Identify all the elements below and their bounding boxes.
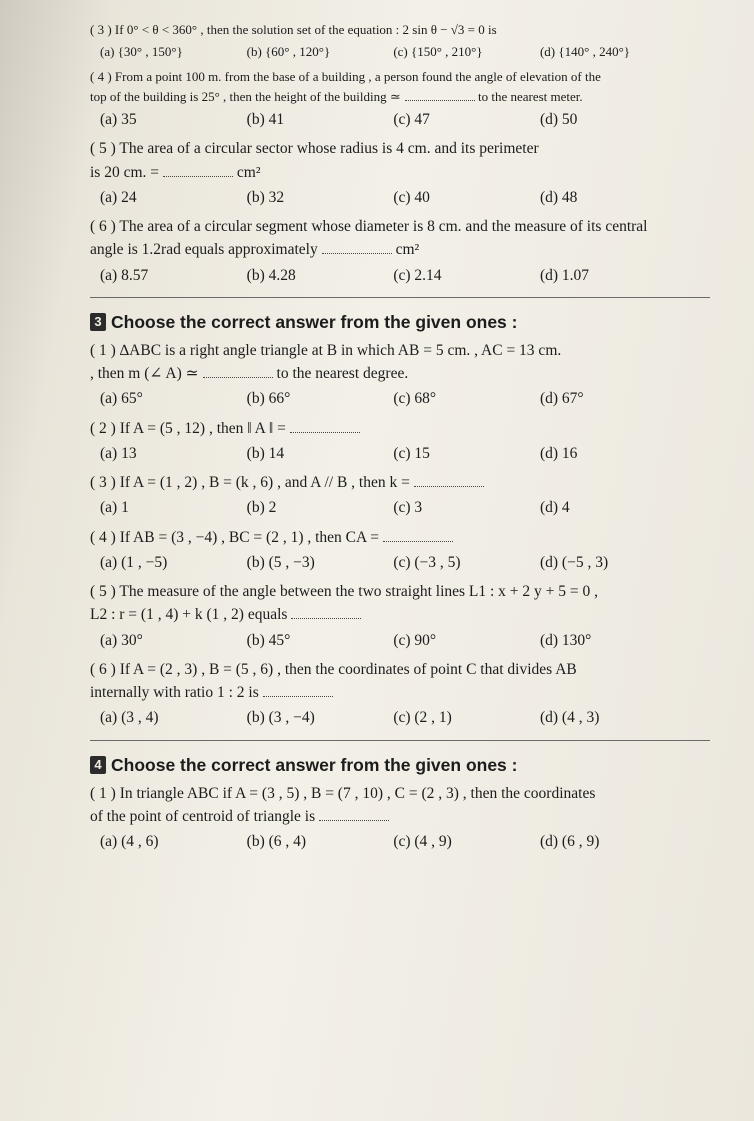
options-row — [100, 830, 660, 853]
option-a[interactable]: (a) 65° — [100, 390, 143, 408]
options-row — [100, 108, 660, 131]
option-a[interactable]: (a) 35 — [100, 111, 137, 128]
option-d[interactable]: (d) 4 — [539, 499, 570, 517]
question-segment-area — [90, 215, 730, 287]
options-row — [100, 186, 660, 209]
answer-blank[interactable] — [290, 432, 360, 433]
option-a[interactable]: (a) 8.57 — [100, 266, 149, 284]
section-4-heading — [90, 755, 730, 776]
question-text: ( 6 ) If A = (2 , 3) , B = (5 , 6) , then the coordinates of point C that divides AB — [90, 660, 577, 678]
option-b[interactable]: (b) (3 , −4) — [246, 709, 315, 727]
answer-blank[interactable] — [203, 377, 273, 378]
question-divide-segment — [90, 658, 730, 730]
question-text: ( 3 ) If 0° < θ < 360° , then the solution set of the equation : 2 sin θ − √3 = 0 is — [90, 22, 497, 37]
option-b[interactable]: (b) 41 — [246, 111, 285, 128]
option-d[interactable]: (d) (4 , 3) — [539, 709, 600, 727]
question-text: ( 4 ) From a point 100 m. from the base of a building , a person found the angle of elevation of the — [90, 69, 601, 84]
question-centroid — [90, 782, 730, 854]
option-d[interactable]: (d) 50 — [539, 111, 578, 128]
option-a[interactable]: (a) {30° , 150°} — [100, 43, 183, 59]
option-b[interactable]: (b) 4.28 — [246, 266, 296, 284]
option-c[interactable]: (c) 2.14 — [393, 266, 442, 284]
option-a[interactable]: (a) (3 , 4) — [100, 709, 159, 727]
question-text: ( 5 ) The area of a circular sector whose radius is 4 cm. and its perimeter — [90, 140, 539, 158]
question-text: ( 3 ) If A = (1 , 2) , B = (k , 6) , and A // B , then k = — [90, 471, 730, 494]
options-row — [100, 706, 660, 729]
option-d[interactable]: (d) {140° , 240°} — [539, 43, 631, 59]
question-text-line2: L2 : r = (1 , 4) + k (1 , 2) equals — [90, 603, 730, 626]
option-c[interactable]: (c) (2 , 1) — [393, 709, 452, 727]
question-vector-sum — [90, 526, 730, 575]
question-text-line2: of the point of centroid of triangle is — [90, 805, 730, 828]
option-d[interactable]: (d) (6 , 9) — [539, 833, 600, 850]
option-c[interactable]: (c) 15 — [393, 444, 430, 462]
option-c[interactable]: (c) 40 — [393, 188, 430, 206]
answer-blank[interactable] — [291, 618, 361, 619]
question-text: ( 5 ) The measure of the angle between the two straight lines L1 : x + 2 y + 5 = 0 , — [90, 583, 599, 600]
options-row — [100, 442, 660, 465]
option-d[interactable]: (d) 16 — [539, 444, 578, 462]
section-divider — [90, 297, 710, 298]
option-a[interactable]: (a) 1 — [100, 499, 129, 517]
option-a[interactable]: (a) 30° — [100, 631, 143, 649]
option-b[interactable]: (b) 32 — [246, 188, 285, 206]
answer-blank[interactable] — [414, 486, 484, 487]
question-text-line2: , then m (∠ A) ≃ to the nearest degree. — [90, 365, 409, 382]
option-a[interactable]: (a) 13 — [100, 444, 137, 462]
options-row — [100, 264, 660, 287]
option-b[interactable]: (b) {60° , 120°} — [246, 43, 331, 59]
question-vector-norm — [90, 417, 730, 466]
section-title: Choose the correct answer from the given ones : — [111, 311, 518, 332]
question-text: ( 6 ) The area of a circular segment whose diameter is 8 cm. and the measure of its central — [90, 218, 648, 235]
option-b[interactable]: (b) 45° — [246, 631, 291, 649]
option-c[interactable]: (c) {150° , 210°} — [393, 43, 483, 59]
question-angle-lines — [90, 580, 730, 652]
option-c[interactable]: (c) (−3 , 5) — [393, 553, 461, 571]
option-c[interactable]: (c) 47 — [393, 111, 430, 128]
answer-blank[interactable] — [319, 820, 389, 821]
option-b[interactable]: (b) (6 , 4) — [246, 833, 307, 850]
section-number-badge: 3 — [90, 313, 106, 331]
option-a[interactable]: (a) 24 — [100, 188, 137, 206]
option-d[interactable]: (d) (−5 , 3) — [539, 553, 609, 571]
option-b[interactable]: (b) 14 — [246, 444, 285, 462]
question-parallel-vectors — [90, 471, 730, 520]
question-text: ( 4 ) If AB = (3 , −4) , BC = (2 , 1) , then CA = — [90, 526, 730, 549]
question-text: ( 1 ) In triangle ABC if A = (3 , 5) , B = (7 , 10) , C = (2 , 3) , then the coordinates — [90, 784, 596, 802]
section-divider — [90, 740, 710, 741]
option-c[interactable]: (c) 3 — [393, 499, 423, 517]
option-d[interactable]: (d) 48 — [539, 188, 578, 206]
option-b[interactable]: (b) (5 , −3) — [246, 553, 315, 571]
option-b[interactable]: (b) 2 — [246, 499, 277, 517]
option-d[interactable]: (d) 130° — [539, 631, 592, 649]
question-trig-equation — [90, 20, 730, 61]
options-row — [100, 387, 660, 410]
section-title: Choose the correct answer from the given ones : — [111, 754, 518, 775]
option-d[interactable]: (d) 1.07 — [539, 266, 590, 284]
question-text-line2: is 20 cm. = cm² — [90, 163, 261, 181]
answer-blank[interactable] — [163, 176, 233, 177]
answer-blank[interactable] — [322, 253, 392, 254]
answer-blank[interactable] — [383, 541, 453, 542]
options-row — [100, 551, 660, 574]
question-text-line2: internally with ratio 1 : 2 is — [90, 681, 730, 704]
answer-blank[interactable] — [263, 696, 333, 697]
question-text-line2: top of the building is 25° , then the height of the building ≃ to the nearest meter. — [90, 88, 583, 104]
option-d[interactable]: (d) 67° — [539, 390, 584, 408]
option-a[interactable]: (a) (1 , −5) — [100, 553, 168, 571]
option-c[interactable]: (c) (4 , 9) — [393, 833, 452, 850]
options-row — [100, 42, 660, 62]
question-text: ( 1 ) ∆ABC is a right angle triangle at B in which AB = 5 cm. , AC = 13 cm. — [90, 341, 562, 359]
sheet-content — [90, 6, 730, 859]
option-c[interactable]: (c) 90° — [393, 631, 437, 649]
option-c[interactable]: (c) 68° — [393, 390, 437, 408]
option-b[interactable]: (b) 66° — [246, 390, 291, 408]
answer-blank[interactable] — [405, 100, 475, 101]
question-right-triangle — [90, 339, 730, 411]
question-text: ( 2 ) If A = (5 , 12) , then ‖ A ‖ = — [90, 417, 730, 440]
options-row — [100, 496, 660, 519]
question-building-height — [90, 67, 730, 131]
section-number-badge: 4 — [90, 756, 106, 774]
question-text-line2: angle is 1.2rad equals approximately cm² — [90, 241, 420, 259]
margin-tab — [66, 70, 80, 140]
question-sector-area — [90, 137, 730, 209]
section-3-heading — [90, 312, 730, 333]
option-a[interactable]: (a) (4 , 6) — [100, 833, 159, 850]
options-row — [100, 629, 660, 652]
